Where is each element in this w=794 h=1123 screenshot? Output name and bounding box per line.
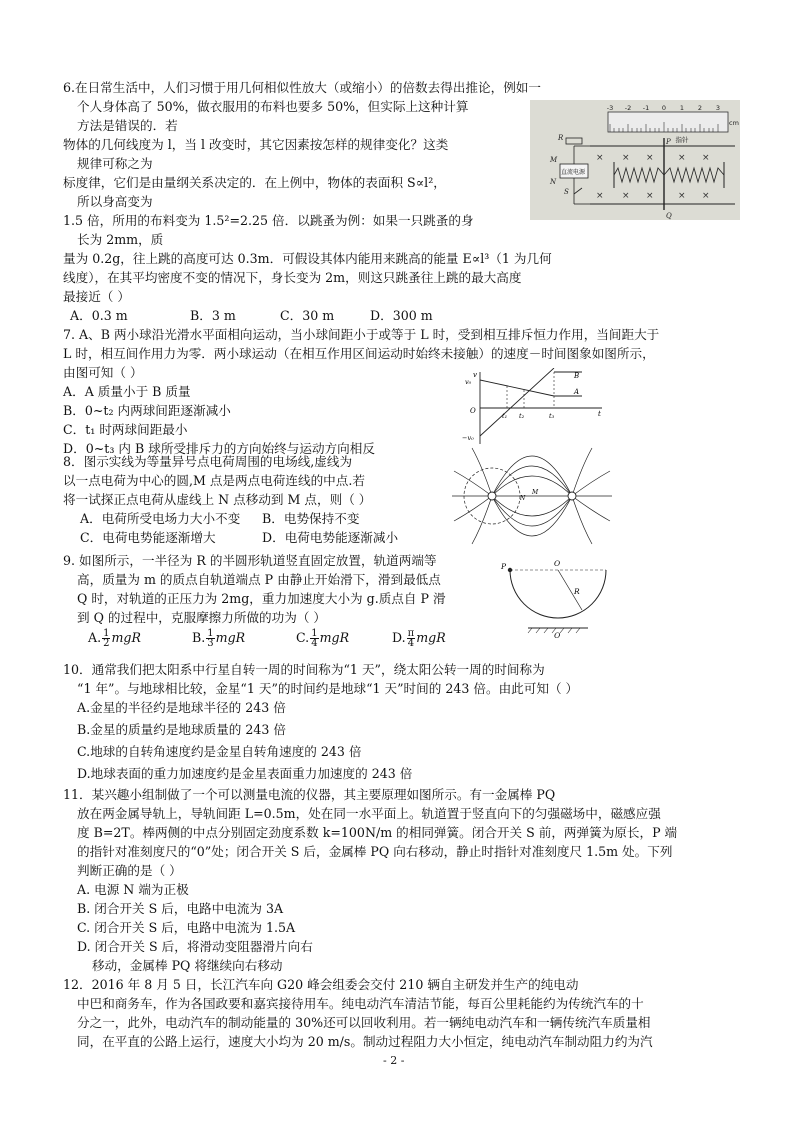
- q9-line3: Q 时，对轨道的正压力为 2mg，重力加速度大小为 g.质点自 P 滑: [77, 591, 446, 606]
- axis-v0-label: v₀: [465, 378, 472, 386]
- svg-text:×: ×: [622, 153, 630, 163]
- q6-line5: 规律可称之为: [77, 156, 153, 171]
- q6-option-b: B．3 m: [190, 308, 236, 323]
- q10-option-b: B.金星的质量约是地球质量的 243 倍: [77, 722, 287, 737]
- q7-option-d: D．0~t₃ 内 B 球所受排斥力的方向始终与运动方向相反: [63, 441, 375, 456]
- q6-option-c: C．30 m: [280, 308, 335, 323]
- q11-option-b: B. 闭合开关 S 后，电路中电流为 3A: [77, 901, 284, 916]
- terminal-m-label: M: [550, 156, 558, 164]
- axis-negv0-label: −v₀: [462, 434, 474, 442]
- line-b-label: B: [574, 372, 580, 380]
- q7-line2: L 时，相互间作用力为零．两小球运动（在相互作用区间运动时始终未接触）的速度－时间图象如图所示，: [63, 346, 655, 361]
- q12-line1: 12．2016 年 8 月 5 日，长江汽车向 G20 峰会组委会交付 210 辆自主研发并生产的纯电动: [63, 977, 579, 992]
- ruler-tick-label: 2: [697, 104, 703, 112]
- switch-s-label: S: [564, 188, 569, 196]
- tick-t1: t₁: [502, 412, 508, 420]
- svg-text:×: ×: [596, 191, 604, 201]
- q10-option-d: D.地球表面的重力加速度约是金星表面重力加速度的 243 倍: [77, 766, 413, 781]
- rheostat-label: R: [558, 134, 564, 142]
- svg-text:×: ×: [702, 153, 710, 163]
- q8-line3: 将一试探正点电荷从虚线上 N 点移动到 M 点，则（ ）: [63, 492, 372, 507]
- q10-line1: 10．通常我们把太阳系中行星自转一周的时间称为“1 天”，绕太阳公转一周的时间称为: [63, 662, 545, 677]
- svg-text:×: ×: [678, 191, 686, 201]
- q6-line1: 6.在日常生活中，人们习惯于用几何相似性放大（或缩小）的倍数去得出推论，例如一: [63, 80, 541, 95]
- q11-line3: 度 B=2T。棒两侧的中点分别固定劲度系数 k=100N/m 的相同弹簧。闭合开关 S 前，两弹簧为原长，P 端: [77, 825, 678, 840]
- q9-line2: 高，质量为 m 的质点自轨道端点 P 由静止开始滑下，滑到最低点: [77, 572, 441, 587]
- q10-line2: “1 年”。与地球相比较，金星“1 天”的时间约是地球“1 天”时间的 243 倍。由此可知（ ）: [77, 681, 579, 696]
- q11-line5: 判断正确的是（ ）: [77, 863, 182, 878]
- q8-line2: 以一点电荷为中心的圆,M 点是两点电荷连线的中点.若: [63, 473, 365, 488]
- q6-line11: 线度），在其平均密度不变的情况下，身长变为 2m，则这只跳蚤往上跳的最大高度: [63, 270, 522, 285]
- q9-option-c: C. $\frac{1}{4}$ mgR: [296, 628, 350, 649]
- q6-line2: 个人身体高了 50%，做衣服用的布料也要多 50%，但实际上这种计算: [77, 99, 469, 114]
- q11-line4: 的指针对准刻度尺的“0”处；闭合开关 S 后，金属棒 PQ 向右移动，静止时指针对准刻度尺 1.5m 处。下列: [77, 844, 673, 859]
- q12-line2: 中巴和商务车，作为各国政要和嘉宾接待用车。纯电动汽车清洁节能，每百公里耗能约为传统汽车的十: [77, 996, 644, 1011]
- axis-t-label: t: [598, 410, 601, 418]
- q9-option-b: B. $\frac{1}{3}$ mgR: [192, 628, 246, 649]
- rod-end-p: P: [666, 138, 671, 146]
- ruler-unit: cm: [729, 119, 739, 127]
- semicircle-track-figure: [498, 556, 618, 638]
- rod-end-q: Q: [666, 212, 672, 220]
- q8-option-d: D．电荷电势能逐渐减小: [262, 530, 399, 545]
- q11-option-c: C. 闭合开关 S 后，电路中电流为 1.5A: [77, 920, 296, 935]
- ruler-tick-label: 0: [661, 104, 667, 112]
- q7-line1: 7. A、B 两小球沿光滑水平面相向运动，当小球间距小于或等于 L 时，受到相互排斥恒力作用，当间距大于: [63, 327, 660, 342]
- svg-text:×: ×: [702, 191, 710, 201]
- q11-option-d: D. 闭合开关 S 后，将滑动变阻器滑片向右: [77, 939, 313, 954]
- q10-option-c: C.地球的自转角速度约是金星自转角速度的 243 倍: [77, 744, 362, 759]
- svg-text:×: ×: [596, 153, 604, 163]
- q11-option-d-cont: 移动，金属棒 PQ 将继续向右移动: [92, 958, 283, 973]
- q12-line4: 同，在平直的公路上运行，速度大小均为 20 m/s。制动过程阻力大小恒定，纯电动汽车制动阻力约为汽: [77, 1034, 653, 1049]
- center-o-label: O: [554, 559, 561, 568]
- q6-option-a: A．0.3 m: [70, 308, 128, 323]
- q7-option-c: C．t₁ 时两球间距最小: [63, 422, 188, 437]
- svg-text:×: ×: [646, 191, 654, 201]
- svg-text:×: ×: [622, 191, 630, 201]
- ruler-tick-label: -3: [606, 104, 614, 112]
- line-a-label: A: [574, 388, 580, 396]
- q6-line7: 所以身高变为: [77, 194, 153, 209]
- q6-line9: 长为 2mm，质: [77, 232, 164, 247]
- q7-line3: 由图可知（ ）: [63, 365, 143, 380]
- axis-v-label: v: [473, 371, 477, 379]
- tick-t3: t₃: [549, 412, 555, 420]
- q8-option-c: C．电荷电势能逐渐增大: [80, 530, 216, 545]
- q9-option-d: D. $\frac{\pi}{4}$ mgR: [392, 628, 446, 649]
- dipole-field-figure: [452, 446, 612, 546]
- q11-option-a: A. 电源 N 端为正极: [77, 882, 189, 897]
- svg-text:×: ×: [646, 153, 654, 163]
- dc-source-label: 直流电源: [561, 169, 586, 176]
- point-m-label: M: [532, 489, 539, 496]
- q6-line10: 量为 0.2g，往上跳的高度可达 0.3m．可假设其体内能用来跳高的能量 E∝l³（1 为几何: [63, 251, 552, 266]
- q9-line4: 到 Q 的过程中，克服摩擦力所做的功为（ ）: [77, 610, 327, 625]
- q10-option-a: A.金星的半径约是地球半径的 243 倍: [77, 700, 286, 715]
- svg-text:×: ×: [678, 153, 686, 163]
- ruler-tick-label: 3: [715, 104, 721, 112]
- q8-line1: 8．图示实线为等量异号点电荷周围的电场线,虚线为: [63, 454, 353, 469]
- q7-option-a: A．A 质量小于 B 质量: [63, 384, 191, 399]
- q11-line2: 放在两金属导轨上，导轨间距 L=0.5m，处在同一水平面上。轨道置于竖直向下的匀强磁场中，磁感应强: [77, 806, 661, 821]
- q6-option-d: D．300 m: [370, 308, 433, 323]
- current-meter-figure: [530, 100, 740, 220]
- ruler-tick-label: 1: [679, 104, 685, 112]
- q6-line3: 方法是错误的．若: [77, 118, 178, 133]
- point-p-label: P: [501, 562, 507, 571]
- q8-option-a: A．电荷所受电场力大小不变: [80, 511, 241, 526]
- q6-line4: 物体的几何线度为 l，当 l 改变时，其它因素按怎样的规律变化？这类: [63, 137, 449, 152]
- terminal-n-label: N: [550, 178, 557, 186]
- ruler-tick-label: -2: [624, 104, 632, 112]
- vt-graph-figure: [462, 368, 612, 448]
- pointer-label: 指针: [675, 136, 689, 144]
- q12-line3: 分之一，此外，电动汽车的制动能量的 30%还可以回收利用。若一辆纯电动汽车和一辆传统汽车质量相: [77, 1015, 651, 1030]
- q8-option-b: B．电势保持不变: [262, 511, 360, 526]
- q6-line8: 1.5 倍，所用的布料变为 1.5²=2.25 倍．以跳蚤为例：如果一只跳蚤的身: [63, 213, 474, 228]
- ruler-tick-label: -1: [642, 104, 650, 112]
- q9-line1: 9. 如图所示，一半径为 R 的半圆形轨道竖直固定放置，轨道两端等: [63, 553, 437, 568]
- tick-t2: t₂: [519, 412, 525, 420]
- point-q-label: Q: [554, 631, 561, 638]
- page-number: - 2 -: [383, 1054, 405, 1067]
- q6-line6: 标度律，它们是由量纲关系决定的．在上例中，物体的表面积 S∝l²，: [63, 175, 446, 190]
- radius-r-label: R: [574, 587, 580, 596]
- q9-option-a: A. $\frac{1}{2}$ mgR: [88, 628, 141, 649]
- q11-line1: 11．某兴趣小组制做了一个可以测量电流的仪器，其主要原理如图所示。有一金属棒 PQ: [63, 787, 556, 802]
- origin-label: O: [470, 407, 476, 415]
- q6-line12: 最接近（ ）: [63, 289, 130, 304]
- q7-option-b: B．0~t₂ 内两球间距逐渐减小: [63, 403, 231, 418]
- point-n-label: N: [520, 495, 526, 502]
